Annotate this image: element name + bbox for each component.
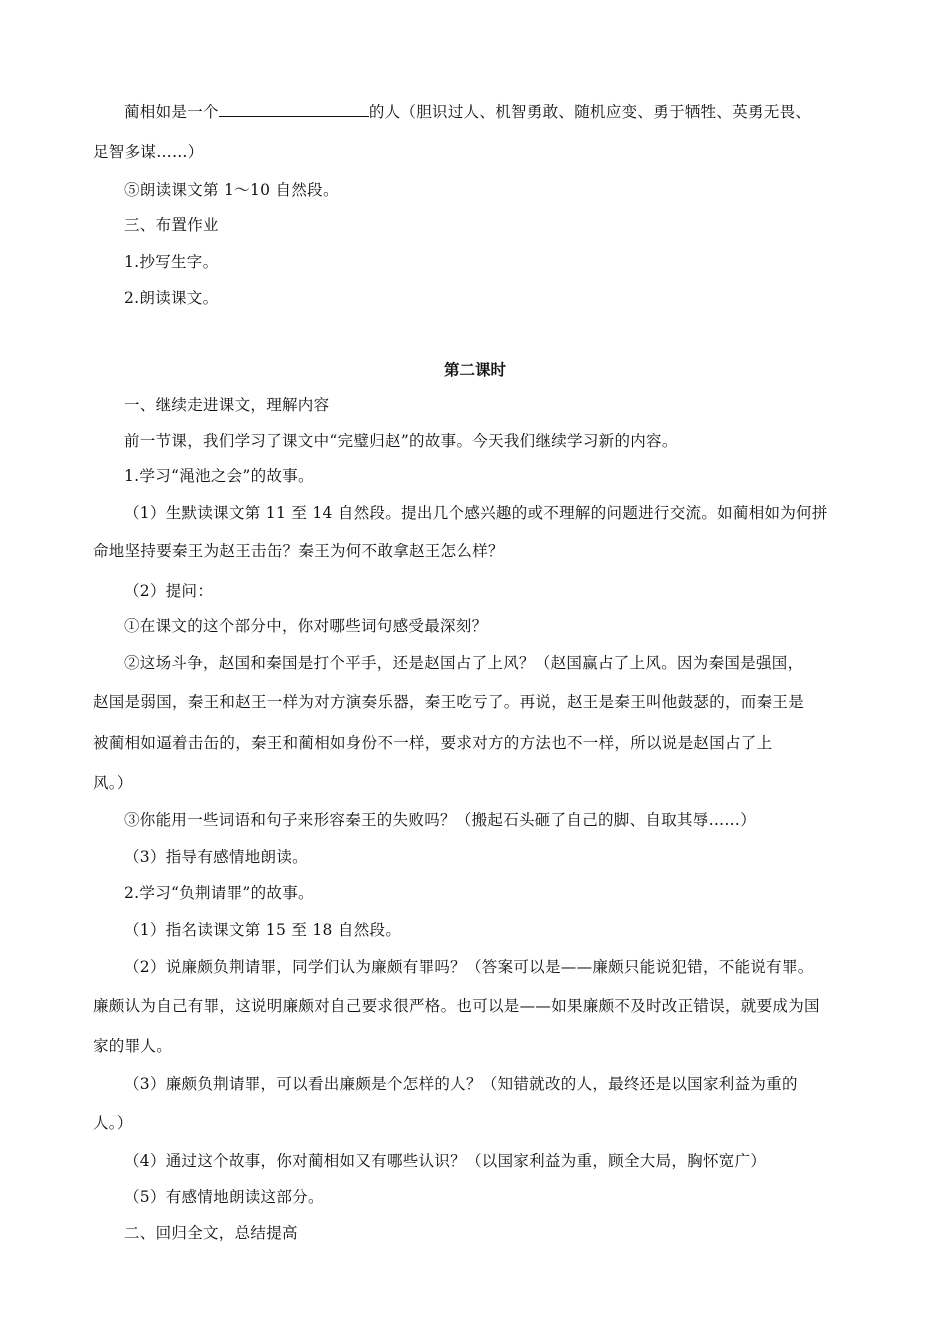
list-item: 2.学习“负荆请罪”的故事。 xyxy=(124,884,314,902)
paragraph-line: ③你能用一些词语和句子来形容秦王的失败吗？（搬起石头砸了自己的脚、自取其辱……） xyxy=(124,811,757,829)
paragraph-line: （2）提问： xyxy=(124,582,214,600)
paragraph-line: ②这场斗争，赵国和秦国是打个平手，还是赵国占了上风？（赵国赢占了上风。因为秦国是强国， xyxy=(124,654,804,672)
lesson-title: 第二课时 xyxy=(443,361,506,379)
paragraph-line: 前一节课，我们学习了课文中“完璧归赵”的故事。今天我们继续学习新的内容。 xyxy=(124,432,678,450)
list-item: 2.朗读课文。 xyxy=(124,289,219,307)
paragraph-line: （1）指名读课文第 15 至 18 自然段。 xyxy=(124,921,402,939)
sentence-start: 蔺相如是一个 xyxy=(124,103,219,121)
paragraph-line: 风。） xyxy=(93,774,133,792)
paragraph-line: 足智多谋……） xyxy=(93,143,204,161)
section-heading: 二、回归全文，总结提高 xyxy=(124,1224,298,1242)
paragraph-line: 命地坚持要秦王为赵王击缶？秦王为何不敢拿赵王怎么样？ xyxy=(93,542,504,560)
paragraph-line: （5）有感情地朗读这部分。 xyxy=(124,1188,324,1206)
paragraph-line: 被蔺相如逼着击缶的，秦王和蔺相如身份不一样，要求对方的方法也不一样，所以说是赵国占了上 xyxy=(93,734,773,752)
paragraph-line: （3）廉颇负荆请罪，可以看出廉颇是个怎样的人？（知错就改的人，最终还是以国家利益为重的 xyxy=(124,1075,798,1093)
paragraph-line: （3）指导有感情地朗读。 xyxy=(124,848,308,866)
fill-in-blank xyxy=(219,102,369,117)
paragraph-line: 家的罪人。 xyxy=(93,1037,173,1055)
paragraph-line: 赵国是弱国，秦王和赵王一样为对方演奏乐器，秦王吃亏了。再说，赵王是秦王叫他鼓瑟的，而秦王是 xyxy=(93,693,805,711)
paragraph-line: （2）说廉颇负荆请罪，同学们认为廉颇有罪吗？（答案可以是——廉颇只能说犯错，不能说有罪。 xyxy=(124,958,814,976)
section-heading: 一、继续走进课文，理解内容 xyxy=(124,396,330,414)
paragraph-line: 廉颇认为自己有罪，这说明廉颇对自己要求很严格。也可以是——如果廉颇不及时改正错误，就要成为国 xyxy=(93,997,820,1015)
paragraph-line: 人。） xyxy=(93,1114,133,1132)
paragraph-line: （4）通过这个故事，你对蔺相如又有哪些认识？（以国家利益为重，顾全大局，胸怀宽广） xyxy=(124,1152,767,1170)
paragraph-line xyxy=(124,102,811,122)
section-heading: 三、布置作业 xyxy=(124,216,219,234)
paragraph-line: ⑤朗读课文第 1～10 自然段。 xyxy=(124,181,339,199)
sentence-end: 的人（胆识过人、机智勇敢、随机应变、勇于牺牲、英勇无畏、 xyxy=(368,103,812,121)
paragraph-line: ①在课文的这个部分中，你对哪些词句感受最深刻？ xyxy=(124,617,488,635)
list-item: 1.抄写生字。 xyxy=(124,253,219,271)
list-item: 1.学习“渑池之会”的故事。 xyxy=(124,467,314,485)
paragraph-line: （1）生默读课文第 11 至 14 自然段。提出几个感兴趣的或不理解的问题进行交流。如蔺相如为何拼 xyxy=(124,504,828,522)
